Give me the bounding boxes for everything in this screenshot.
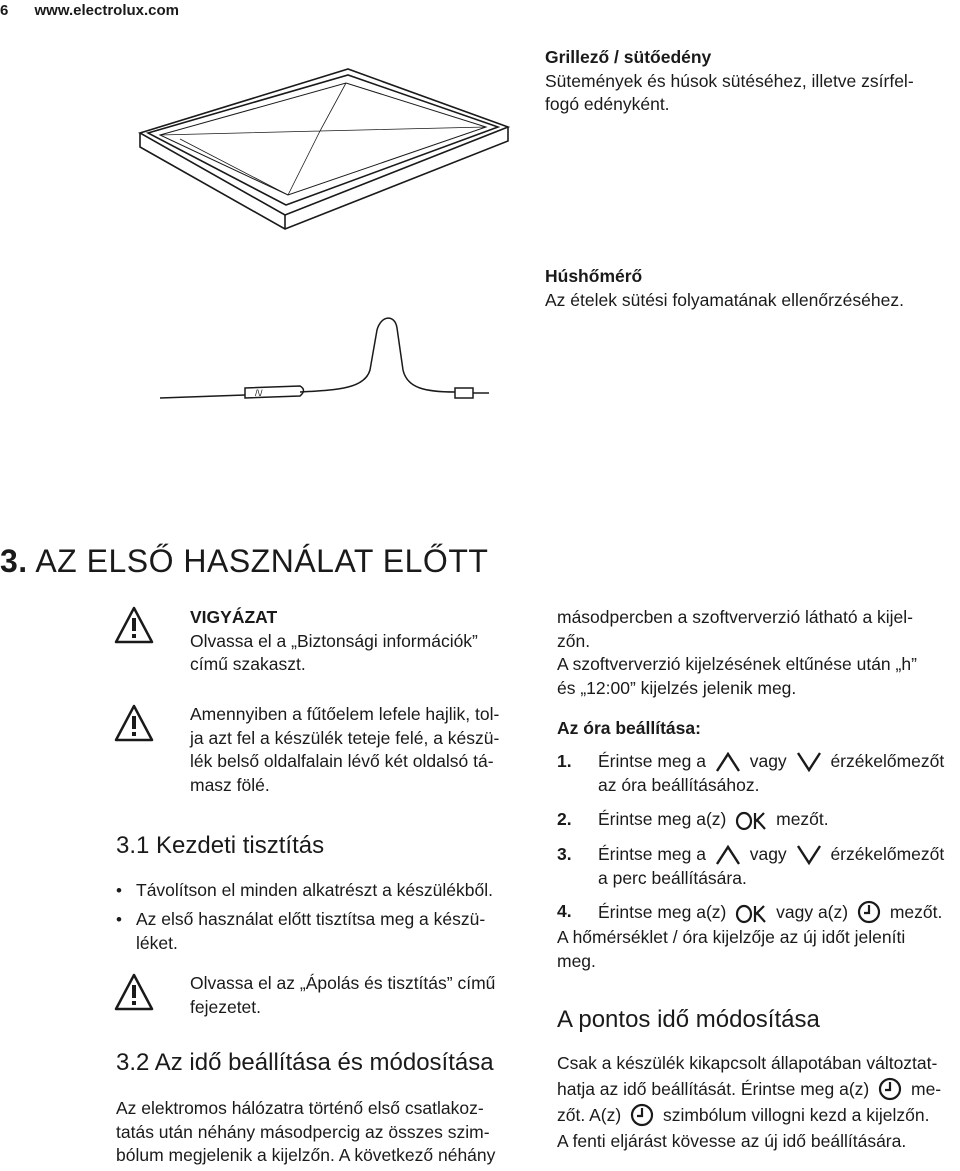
bullet-item — [136, 908, 536, 955]
clock-heading: Az óra beállítása: — [557, 718, 701, 738]
section-heading: A pontos idő módosítása — [557, 1006, 820, 1033]
step-text: érzékelőmezőt — [830, 751, 945, 771]
accessory-title: Húshőmérő — [545, 266, 643, 286]
paragraph-line: A fenti eljárást kövesse az új idő beállítására. — [557, 1131, 907, 1151]
paragraph-line: szimbólum villogni kezd a kijelzőn. — [662, 1105, 930, 1125]
warning-block — [190, 972, 530, 1019]
warning-line: Amennyiben a fűtőelem lefele hajlik, tol- — [190, 704, 500, 724]
step-text: érzékelőmezőt — [830, 844, 945, 864]
paragraph-line: zőn. — [557, 630, 591, 651]
accessory-tray — [545, 46, 945, 117]
step-text: vagy a(z) — [776, 902, 849, 922]
accessory-desc-line: fogó edényként. — [545, 94, 670, 114]
baking-tray-illustration — [120, 55, 520, 235]
arrow-up-icon — [715, 844, 741, 866]
step-item — [598, 750, 958, 797]
bullet-item — [136, 879, 536, 903]
warning-triangle-icon — [113, 703, 155, 743]
step-text: az óra beállításához. — [598, 774, 760, 795]
paragraph-line: Csak a készülék kikapcsolt állapotában változtat- — [557, 1053, 938, 1073]
warning-line: Olvassa el az „Ápolás és tisztítás” című — [190, 973, 496, 993]
section-paragraph — [116, 1097, 536, 1168]
step-number: 2. — [557, 809, 572, 829]
step-text: vagy — [749, 751, 787, 771]
meat-probe-illustration — [155, 300, 495, 410]
intro-paragraph — [557, 606, 952, 700]
accessory-probe — [545, 265, 945, 312]
step-number: 3. — [557, 844, 572, 864]
warning-triangle-icon — [113, 972, 155, 1012]
warning-label: VIGYÁZAT — [190, 607, 278, 627]
arrow-down-icon — [796, 751, 822, 773]
clock-icon — [630, 1103, 654, 1127]
paragraph-line: meg. — [557, 950, 596, 971]
paragraph-line: Az elektromos hálózatra történő első csatlakoz- — [116, 1098, 484, 1118]
paragraph-line: zőt. A(z) — [557, 1105, 622, 1125]
warning-line: masz fölé. — [190, 774, 270, 795]
warning-triangle-icon — [113, 605, 155, 645]
paragraph-line: és „12:00” kijelzés jelenik meg. — [557, 677, 797, 698]
clock-icon — [878, 1077, 902, 1101]
bullet-dot: • — [116, 910, 122, 929]
warning-block — [190, 703, 530, 797]
chapter-number: 3. — [0, 543, 28, 579]
arrow-up-icon — [715, 751, 741, 773]
site-url: www.electrolux.com — [34, 2, 180, 19]
clock-icon — [857, 900, 881, 924]
warning-line: lék belső oldalfalain lévő két oldalsó tá- — [190, 751, 494, 771]
paragraph-line: A hőmérséklet / óra kijelzője az új időt jeleníti — [557, 927, 906, 947]
step-text: mezőt. — [776, 809, 829, 829]
arrow-down-icon — [796, 844, 822, 866]
ok-icon — [735, 904, 767, 924]
accessory-desc-line: Sütemények és húsok sütéséhez, illetve zsírfel- — [545, 70, 914, 91]
after-steps-paragraph — [557, 926, 952, 973]
step-item — [598, 808, 958, 832]
page-header — [0, 2, 179, 19]
paragraph-line: A szoftververzió kijelzésének eltűnése után „h” — [557, 654, 917, 674]
bullet-line: Az első használat előtt tisztítsa meg a készü- — [136, 909, 486, 929]
step-text: vagy — [749, 844, 787, 864]
warning-line: ja azt fel a készülék teteje felé, a készü- — [190, 727, 500, 748]
warning-line: fejezetet. — [190, 996, 262, 1017]
paragraph-line: tatás után néhány másodpercig az összes szim- — [116, 1121, 490, 1142]
svg-text:/\/: /\/ — [255, 388, 263, 398]
step-item — [598, 843, 958, 890]
warning-block — [190, 606, 530, 677]
accessory-desc-line: Az ételek sütési folyamatának ellenőrzéséhez. — [545, 289, 904, 310]
section-heading: 3.1 Kezdeti tisztítás — [116, 832, 325, 859]
step-text: Érintse meg a — [598, 751, 706, 771]
paragraph-line: másodpercben a szoftververzió látható a kijel- — [557, 607, 914, 627]
bullet-line: Távolítson el minden alkatrészt a készülékből. — [136, 880, 493, 900]
step-text: Érintse meg a — [598, 844, 706, 864]
step-text: Érintse meg a(z) — [598, 902, 727, 922]
paragraph-line: me- — [911, 1079, 942, 1099]
step-item — [598, 900, 958, 925]
precise-paragraph — [557, 1050, 957, 1154]
paragraph-line: hatja az idő beállítását. Érintse meg a(z) — [557, 1079, 870, 1099]
step-text: a perc beállítására. — [598, 867, 747, 888]
bullet-line: léket. — [136, 932, 178, 953]
step-number: 4. — [557, 901, 572, 921]
step-number: 1. — [557, 751, 572, 771]
step-text: Érintse meg a(z) — [598, 809, 727, 829]
chapter-heading — [0, 543, 488, 579]
paragraph-line: bólum megjelenik a kijelzőn. A következő néhány — [116, 1145, 496, 1165]
ok-icon — [735, 811, 767, 831]
warning-line: Olvassa el a „Biztonsági információk” — [190, 630, 478, 651]
warning-line: című szakaszt. — [190, 654, 306, 674]
page-number: 6 — [0, 2, 9, 19]
bullet-dot: • — [116, 881, 122, 900]
step-text: mezőt. — [889, 902, 943, 922]
accessory-title: Grillező / sütőedény — [545, 47, 712, 67]
section-heading: 3.2 Az idő beállítása és módosítása — [116, 1049, 494, 1076]
chapter-title: AZ ELSŐ HASZNÁLAT ELŐTT — [35, 543, 489, 579]
